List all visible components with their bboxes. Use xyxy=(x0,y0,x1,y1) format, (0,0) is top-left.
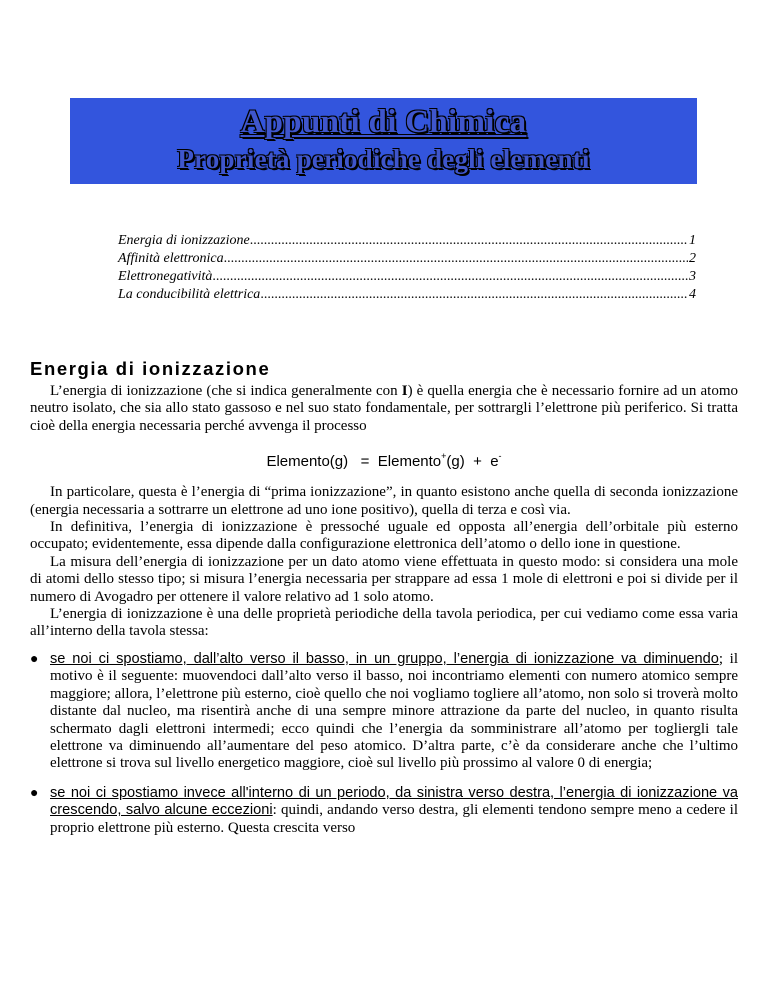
toc-entry-label: Energia di ionizzazione xyxy=(118,233,250,248)
equation-equals: = xyxy=(360,453,370,471)
intro-text-end: ) è quella energia che è necessario fornire ad un atomo neutro isolato, che sia allo stato gassoso e nel suo stato fondamentale, per sottrargli l’elettrone più periferico. Si tratta cioè della energia necessaria perché avvenga il processo xyxy=(30,383,739,434)
section-heading: Energia di ionizzazione xyxy=(30,358,271,379)
toc-dot-leader xyxy=(260,286,688,304)
list-item xyxy=(30,651,738,773)
toc-entry-elettronegativita[interactable] xyxy=(118,268,696,286)
bullet-lead: se noi ci spostiamo invece all'interno di un periodo, da sinistra verso destra, l’energia di ionizzazione va crescendo, salvo alcune eccezioni xyxy=(50,784,738,819)
document-subtitle: Proprietà periodiche degli elementi xyxy=(177,144,590,174)
toc-entry-conducibilita-elettrica[interactable] xyxy=(118,286,696,304)
intro-text-start: L’energia di ionizzazione (che si indica generalmente con xyxy=(50,383,402,399)
toc-dot-leader xyxy=(212,268,688,286)
bullet-text xyxy=(50,785,738,837)
section-body xyxy=(30,383,738,849)
toc-entry-label: Elettronegatività xyxy=(118,269,213,284)
equation-reactant: Elemento(g) xyxy=(266,453,349,471)
bullet-point-icon: ● xyxy=(30,651,39,667)
toc-dot-leader xyxy=(224,250,688,268)
equation-product: Elemento xyxy=(377,453,442,471)
equation-electron: e xyxy=(490,453,499,471)
toc-page-number: 3 xyxy=(689,269,696,284)
body-paragraph: L’energia di ionizzazione è una delle proprietà periodiche della tavola periodica, per cui vediamo come essa varia all’interno della tavola stessa: xyxy=(30,606,738,640)
toc-page-number: 4 xyxy=(689,287,696,302)
toc-entry-label: La conducibilità elettrica xyxy=(118,287,261,302)
ionization-equation xyxy=(30,448,738,471)
body-paragraph: In definitiva, l’energia di ionizzazione è pressoché uguale ed opposta all’energia dell’orbitale più esterno occupato; evidentemente, essa dipende dalla configurazione elettronica dell’atomo o dello ione in questione. xyxy=(30,519,738,553)
toc-entry-label: Affinità elettronica xyxy=(118,251,224,266)
toc-dot-leader xyxy=(250,232,688,250)
equation-product-charge: + xyxy=(441,451,447,462)
title-banner xyxy=(70,98,697,184)
document-title: Appunti di Chimica xyxy=(240,104,527,140)
equation-electron-charge: - xyxy=(498,451,502,462)
body-paragraph: La misura dell’energia di ionizzazione per un dato atomo viene effettuata in questo modo: si considera una mole di atomi dello stesso tipo; si misura l’energia necessaria per strappare ad essa 1 mole di elettroni e poi si divide per il numero di Avogadro per ottenere il valore relativo ad 1 solo atomo. xyxy=(30,553,738,605)
body-paragraph: In particolare, questa è l’energia di “prima ionizzazione”, in quanto esistono anche quella di seconda ionizzazione (energia necessaria a sottrarre un elettrone ad uno ione positivo), quella di terza e così via. xyxy=(30,484,738,518)
bullet-lead: se noi ci spostiamo, dall’alto verso il basso, in un gruppo, l’energia di ionizzazione va diminuendo xyxy=(50,650,719,667)
bullet-list xyxy=(30,651,738,837)
table-of-contents xyxy=(118,232,696,304)
bullet-rest: ; il motivo è il seguente: muovendoci dall’alto verso il basso, noi incontriamo elementi con numero atomico sempre maggiore; allora, l’elettrone più esterno, cioè quello che noi vogliamo togliere all’atomo, non solo si troverà molto distante dal nucleo, ma risentirà anche di una sempre minore attrazione da parte del nucleo, in quanto risulta schermato dagli elettroni intermedi; ecco quindi che l’energia da somministrare all’atomo per togliergli tale elettrone va diminuendo all’aumentare del peso atomico. D’altra parte, c’è da considerare anche che l’ultimo elettrone si trova sul livello energetico maggiore, cioè sul livello più prossimo al valore 0 di energia; xyxy=(50,650,738,772)
bullet-rest: : quindi, andando verso destra, gli elementi tendono sempre meno a cedere il proprio elettrone più esterno. Questa crescita verso xyxy=(50,802,739,836)
intro-paragraph xyxy=(30,383,738,435)
bullet-text xyxy=(50,651,738,773)
equation-product-state: (g) xyxy=(446,453,465,471)
bullet-point-icon: ● xyxy=(30,785,39,801)
toc-page-number: 1 xyxy=(689,233,696,248)
toc-page-number: 2 xyxy=(689,251,696,266)
toc-entry-energia-ionizzazione[interactable] xyxy=(118,232,696,250)
list-item xyxy=(30,785,738,837)
ionization-symbol: I xyxy=(401,383,408,399)
toc-entry-affinita-elettronica[interactable] xyxy=(118,250,696,268)
equation-plus: + xyxy=(473,453,482,471)
